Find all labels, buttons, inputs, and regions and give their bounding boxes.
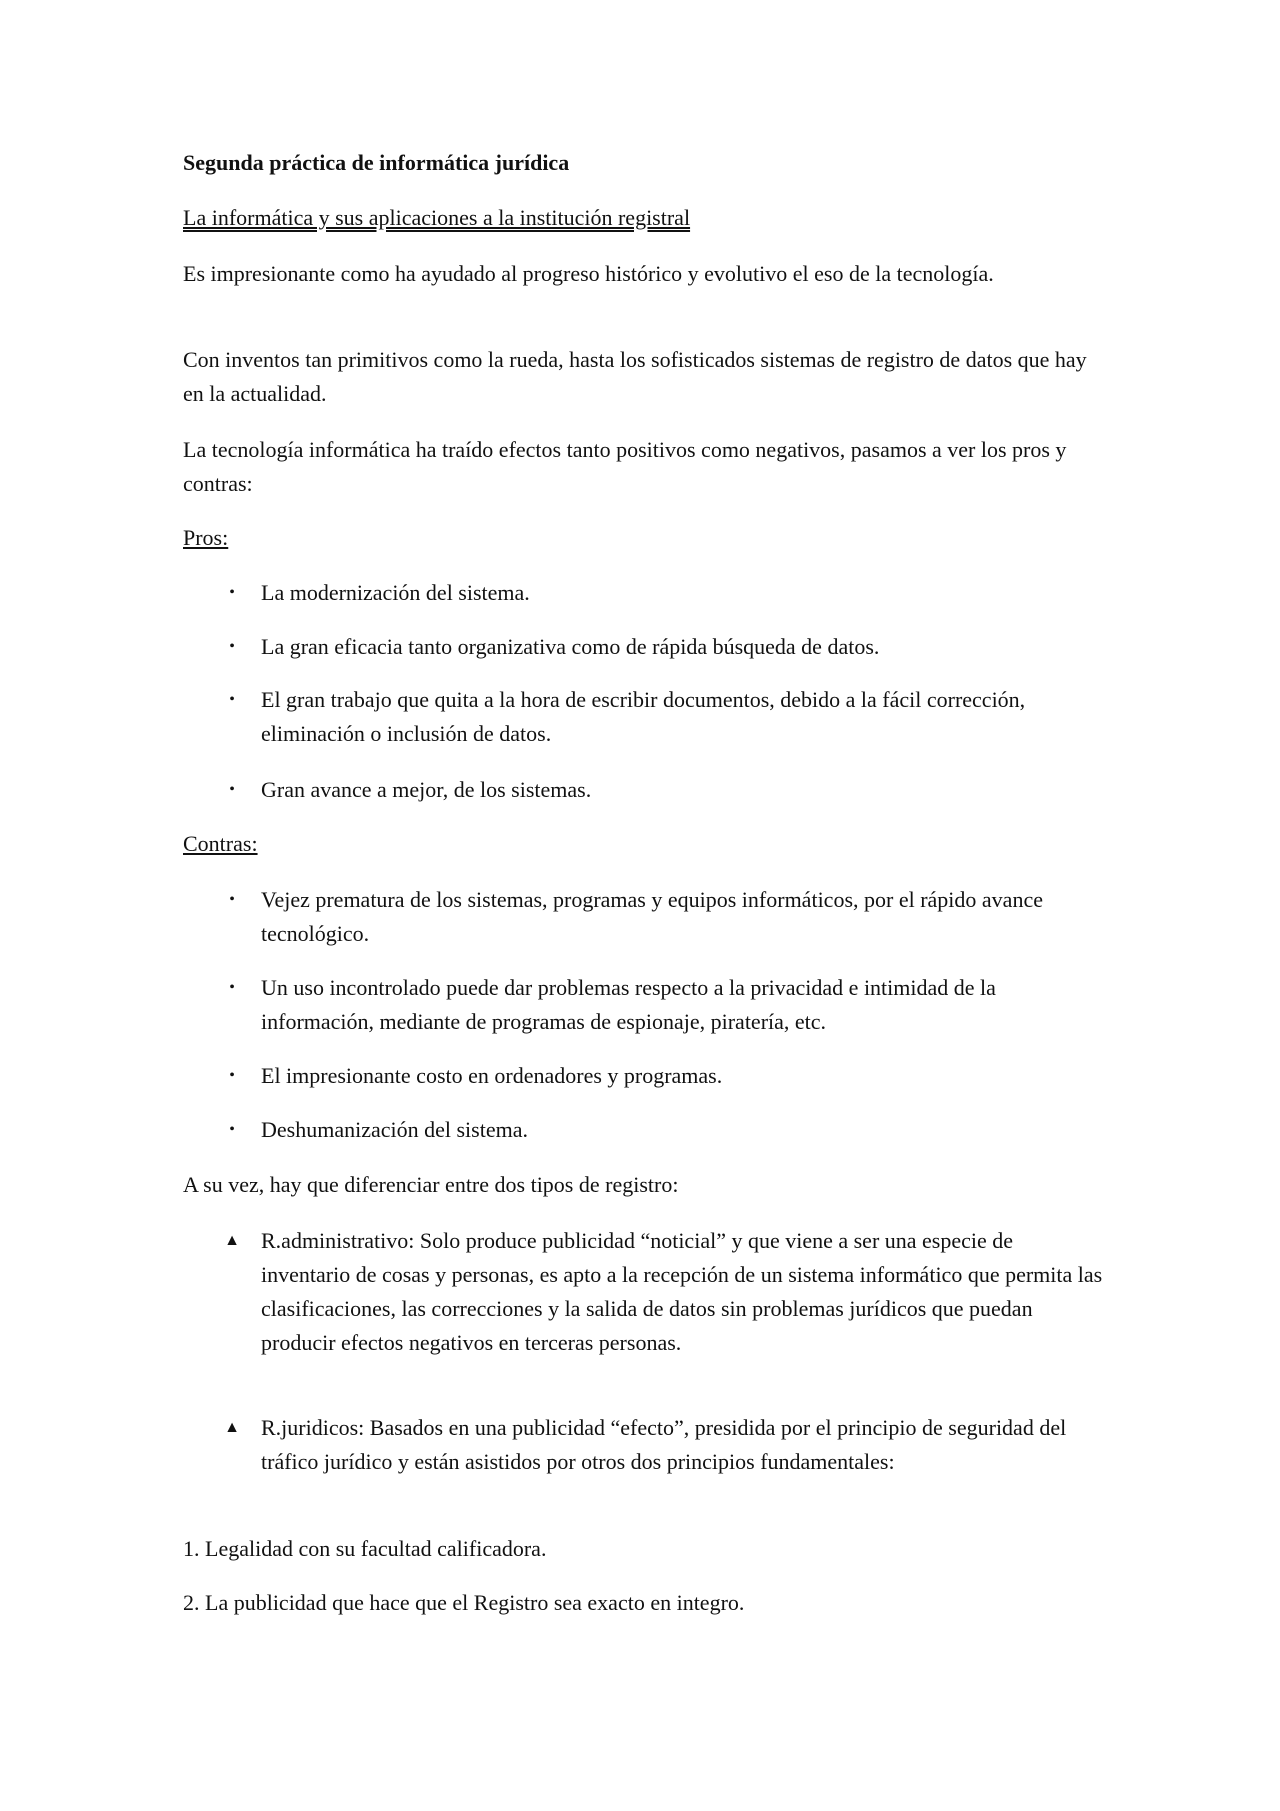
bullet-icon: • <box>229 584 235 601</box>
paragraph: Es impresionante como ha ayudado al progreso histórico y evolutivo el eso de la tecnología. <box>183 261 994 286</box>
numbered-item: 2. La publicidad que hace que el Registro sea exacto en integro. <box>183 1590 745 1615</box>
list-item: R.juridicos: Basados en una publicidad “efecto”, presidida por el principio de seguridad del tráfico jurídico y están asistidos por otros dos principios fundamentales: <box>261 1415 1067 1474</box>
bullet-icon: • <box>229 781 235 798</box>
list-item: El impresionante costo en ordenadores y programas. <box>261 1063 723 1088</box>
list-item: La modernización del sistema. <box>261 580 530 605</box>
list-item: Un uso incontrolado puede dar problemas respecto a la privacidad e intimidad de la información, mediante de programas de espionaje, piratería, etc. <box>261 975 996 1034</box>
bullet-icon: • <box>229 979 235 996</box>
list-item: Vejez prematura de los sistemas, programas y equipos informáticos, por el rápido avance tecnológico. <box>261 887 1043 946</box>
document-subtitle: La informática y sus aplicaciones a la institución registral <box>183 205 691 230</box>
list-item: Gran avance a mejor, de los sistemas. <box>261 777 592 802</box>
paragraph: Con inventos tan primitivos como la rueda, hasta los sofisticados sistemas de registro de datos que hay en la actualidad. <box>183 347 1087 406</box>
bullet-icon: • <box>229 891 235 908</box>
paragraph: La tecnología informática ha traído efectos tanto positivos como negativos, pasamos a ver los pros y contras: <box>183 437 1067 496</box>
bullet-icon: • <box>229 1121 235 1138</box>
document-title: Segunda práctica de informática jurídica <box>183 150 570 175</box>
triangle-bullet-icon: ▲ <box>224 1419 240 1436</box>
list-item: R.administrativo: Solo produce publicidad “noticial” y que viene a ser una especie de inventario de cosas y personas, es apto a la recepción de un sistema informático que permita las clasificaciones, las correcciones y la salida de datos sin problemas jurídicos que puedan producir efectos negativos en terceras personas. <box>261 1228 1103 1355</box>
list-item: El gran trabajo que quita a la hora de escribir documentos, debido a la fácil corrección, eliminación o inclusión de datos. <box>261 687 1026 746</box>
contras-heading: Contras: <box>183 831 258 856</box>
triangle-bullet-icon: ▲ <box>224 1232 240 1249</box>
bullet-icon: • <box>229 1067 235 1084</box>
pros-heading: Pros: <box>183 525 229 550</box>
paragraph: A su vez, hay que diferenciar entre dos tipos de registro: <box>183 1172 679 1197</box>
bullet-icon: • <box>229 691 235 708</box>
list-item: La gran eficacia tanto organizativa como de rápida búsqueda de datos. <box>261 634 880 659</box>
bullet-icon: • <box>229 638 235 655</box>
list-item: Deshumanización del sistema. <box>261 1117 528 1142</box>
numbered-item: 1. Legalidad con su facultad calificadora. <box>183 1536 547 1561</box>
